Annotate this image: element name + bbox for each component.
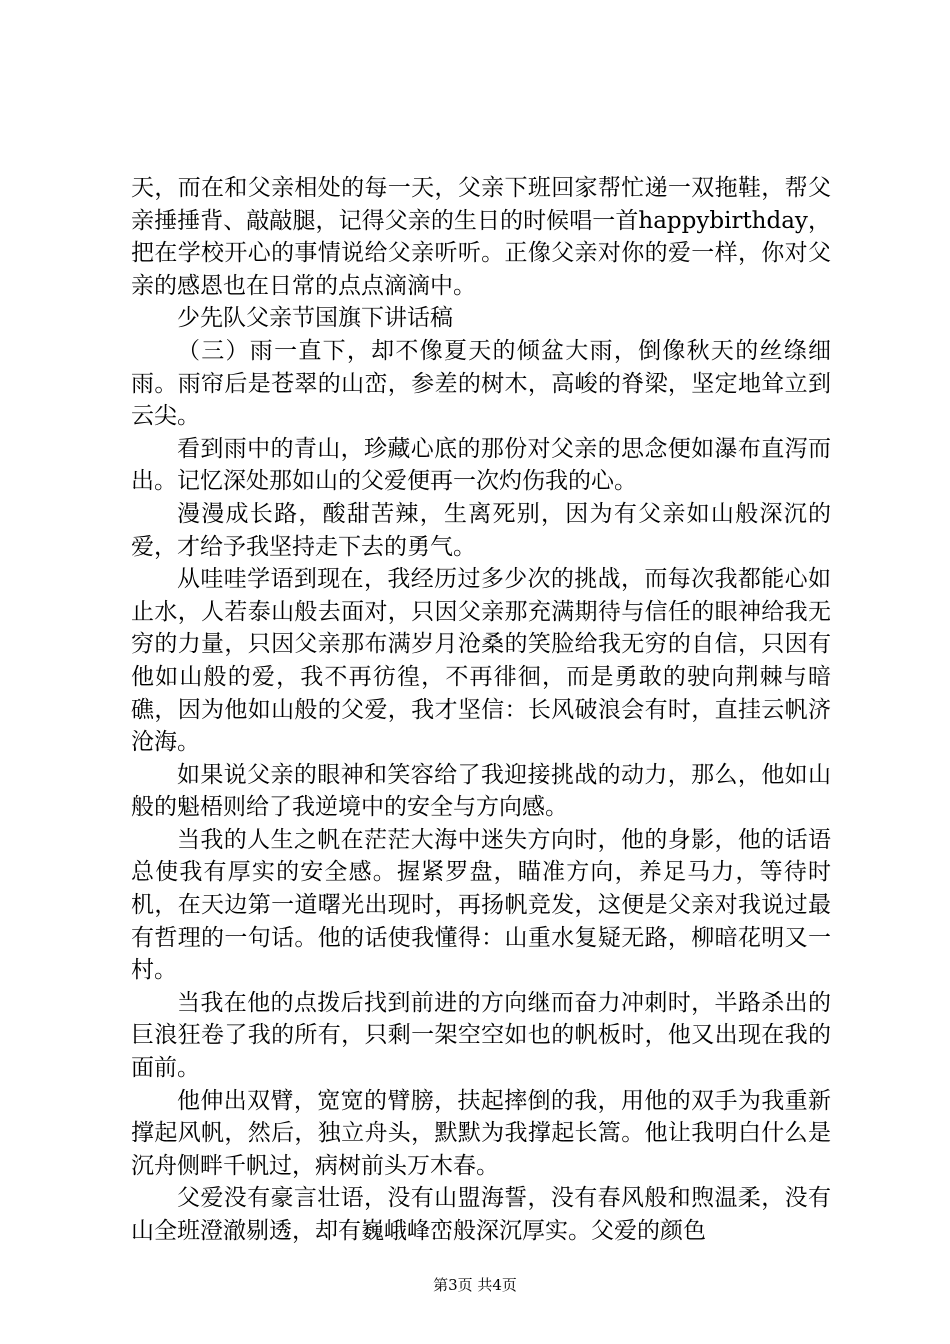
paragraph-6: 从哇哇学语到现在，我经历过多少次的挑战，而每次我都能心如止水，人若泰山般去面对，只因父亲那充满期待与信任的眼神给我无穷的力量，只因父亲那布满岁月沧桑的笑脸给我无穷的自信，只因有他如山般的爱，我不再彷徨，不再徘徊，而是勇敢的驶向荆棘与暗礁，因为他如山般的父爱，我才坚信：长风破浪会有时，直挂云帆济沧海。 [131,566,831,756]
document-body [131,172,831,1248]
paragraph-9: 当我在他的点拨后找到前进的方向继而奋力冲刺时，半路杀出的巨浪狂卷了我的所有，只剩一架空空如也的帆板时，他又出现在我的面前。 [131,989,831,1082]
section-title: 少先队父亲节国旗下讲话稿 [177,305,453,332]
page-number-footer: 第3页 共4页 [433,1276,517,1294]
paragraph-11: 父爱没有豪言壮语，没有山盟海誓，没有春风般和煦温柔，没有山全班澄澈剔透，却有巍峨峰峦般深沉厚实。父爱的颜色 [131,1185,831,1244]
paragraph-10: 他伸出双臂，宽宽的臂膀，扶起摔倒的我，用他的双手为我重新撑起风帆，然后，独立舟头，默默为我撑起长篙。他让我明白什么是沉舟侧畔千帆过，病树前头万木春。 [131,1087,831,1179]
paragraph-1: 天，而在和父亲相处的每一天，父亲下班回家帮忙递一双拖鞋，帮父亲捶捶背、敲敲腿，记得父亲的生日的时候唱一首happybirthday，把在学校开心的事情说给父亲听听。正像父亲对你的爱一样，你对父亲的感恩也在日常的点点滴滴中。 [131,175,831,299]
paragraph-7: 如果说父亲的眼神和笑容给了我迎接挑战的动力，那么，他如山般的魁梧则给了我逆境中的安全与方向感。 [131,761,831,821]
paragraph-4: 看到雨中的青山，珍藏心底的那份对父亲的思念便如瀑布直泻而出。记忆深处那如山的父爱便再一次灼伤我的心。 [131,435,831,495]
paragraph-5: 漫漫成长路，酸甜苦辣，生离死别，因为有父亲如山般深沉的爱，才给予我坚持走下去的勇气。 [131,500,831,560]
paragraph-8: 当我的人生之帆在茫茫大海中迷失方向时，他的身影，他的话语总使我有厚实的安全感。握紧罗盘，瞄准方向，养足马力，等待时机，在天边第一道曙光出现时，再扬帆竞发，这便是父亲对我说过最有哲理的一句话。他的话使我懂得：山重水复疑无路，柳暗花明又一村。 [131,826,831,984]
paragraph-3: （三）雨一直下，却不像夏天的倾盆大雨，倒像秋天的丝绦细雨。雨帘后是苍翠的山峦，参差的树木，高峻的脊梁，坚定地耸立到云尖。 [131,337,831,430]
